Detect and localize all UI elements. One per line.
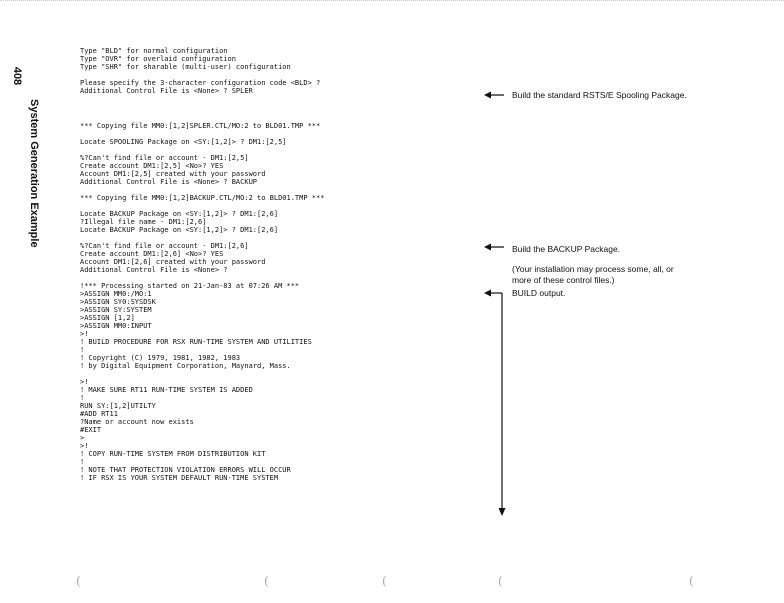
terminal-line: Create account DM1:[2,5] <No>? YES	[80, 162, 224, 170]
terminal-line: >ASSIGN MM0:INPUT	[80, 322, 152, 330]
terminal-line: !	[80, 458, 85, 466]
terminal-line: Type "BLD" for normal configuration	[80, 47, 228, 55]
terminal-line: Type "SHR" for sharable (multi-user) configuration	[80, 63, 291, 71]
terminal-line: Locate BACKUP Package on <SY:[1,2]> ? DM1:[2,6]	[80, 210, 279, 218]
left-arrow-icon	[484, 90, 504, 100]
margin-mark: (	[382, 574, 387, 588]
terminal-line: Additional Control File is <None> ? SPLER	[80, 87, 253, 95]
terminal-line: !*** Processing started on 21-Jan-83 at 07:26 AM ***	[80, 282, 300, 290]
terminal-line: ! by Digital Equipment Corporation, Maynard, Mass.	[80, 362, 291, 370]
terminal-line: RUN SY:[1,2]UTILTY	[80, 402, 156, 410]
note-build-output: BUILD output.	[512, 288, 566, 298]
page-number: 408	[11, 66, 24, 86]
terminal-line: >!	[80, 330, 89, 338]
terminal-line: >ASSIGN SY:SYSTEM	[80, 306, 152, 314]
margin-mark: (	[76, 574, 81, 588]
terminal-line: ?Name or account now exists	[80, 418, 194, 426]
terminal-line: Account DM1:[2,6] created with your password	[80, 258, 266, 266]
note-backup-detail-1: (Your installation may process some, all, or	[512, 264, 674, 274]
terminal-line: !	[80, 346, 85, 354]
left-arrow-icon	[484, 242, 504, 252]
terminal-line: >ASSIGN [1,2]	[80, 314, 135, 322]
terminal-line: *** Copying file MM0:[1,2]SPLER.CTL/MO:2 to BLD01.TMP ***	[80, 122, 321, 130]
terminal-line: #ADD RT11	[80, 410, 118, 418]
terminal-line: #EXIT	[80, 426, 102, 434]
terminal-line: Type "OVR" for overlaid configuration	[80, 55, 236, 63]
terminal-line: Additional Control File is <None> ? BACKUP	[80, 178, 258, 186]
terminal-line: >ASSIGN SY0:SYSDSK	[80, 298, 156, 306]
terminal-line: %?Can't find file or account - DM1:[2,6]	[80, 242, 249, 250]
terminal-line: ! IF RSX IS YOUR SYSTEM DEFAULT RUN-TIME SYSTEM	[80, 474, 279, 482]
terminal-line: Account DM1:[2,5] created with your password	[80, 170, 266, 178]
terminal-line: >!	[80, 442, 89, 450]
note-spooling: Build the standard RSTS/E Spooling Package.	[512, 90, 687, 100]
section-title: System Generation Example	[28, 99, 40, 248]
build-output-bracket	[482, 287, 506, 517]
terminal-line: !	[80, 394, 85, 402]
terminal-line: ! BUILD PROCEDURE FOR RSX RUN-TIME SYSTEM AND UTILITIES	[80, 338, 312, 346]
page-sidebar	[11, 58, 54, 358]
terminal-line: ! MAKE SURE RT11 RUN-TIME SYSTEM IS ADDED	[80, 386, 253, 394]
terminal-line: >	[80, 434, 85, 442]
terminal-line: Additional Control File is <None> ?	[80, 266, 228, 274]
top-border-line	[0, 0, 784, 3]
note-backup: Build the BACKUP Package.	[512, 244, 621, 254]
margin-mark: (	[498, 574, 503, 588]
terminal-line: ! NOTE THAT PROTECTION VIOLATION ERRORS WILL OCCUR	[80, 466, 291, 474]
terminal-line: ?Illegal file name - DM1:[2,6]	[80, 218, 207, 226]
terminal-line: ! COPY RUN-TIME SYSTEM FROM DISTRIBUTION KIT	[80, 450, 266, 458]
terminal-line: Create account DM1:[2,6] <No>? YES	[80, 250, 224, 258]
terminal-line: *** Copying file MM0:[1,2]BACKUP.CTL/MO:2 to BLD01.TMP ***	[80, 194, 325, 202]
margin-mark: (	[689, 574, 694, 588]
terminal-line: Locate SPOOLING Package on <SY:[1,2]> ? DM1:[2,5]	[80, 138, 287, 146]
terminal-line: Please specify the 3-character configuration code <BLD> ?	[80, 79, 321, 87]
note-backup-detail-2: more of these control files.)	[512, 275, 615, 285]
terminal-line: >!	[80, 378, 89, 386]
terminal-line: %?Can't find file or account - DM1:[2,5]	[80, 154, 249, 162]
terminal-line: ! Copyright (C) 1979, 1981, 1982, 1983	[80, 354, 241, 362]
margin-mark: (	[264, 574, 269, 588]
terminal-line: Locate BACKUP Package on <SY:[1,2]> ? DM1:[2,6]	[80, 226, 279, 234]
terminal-line: >ASSIGN MM0:/MO:1	[80, 290, 152, 298]
